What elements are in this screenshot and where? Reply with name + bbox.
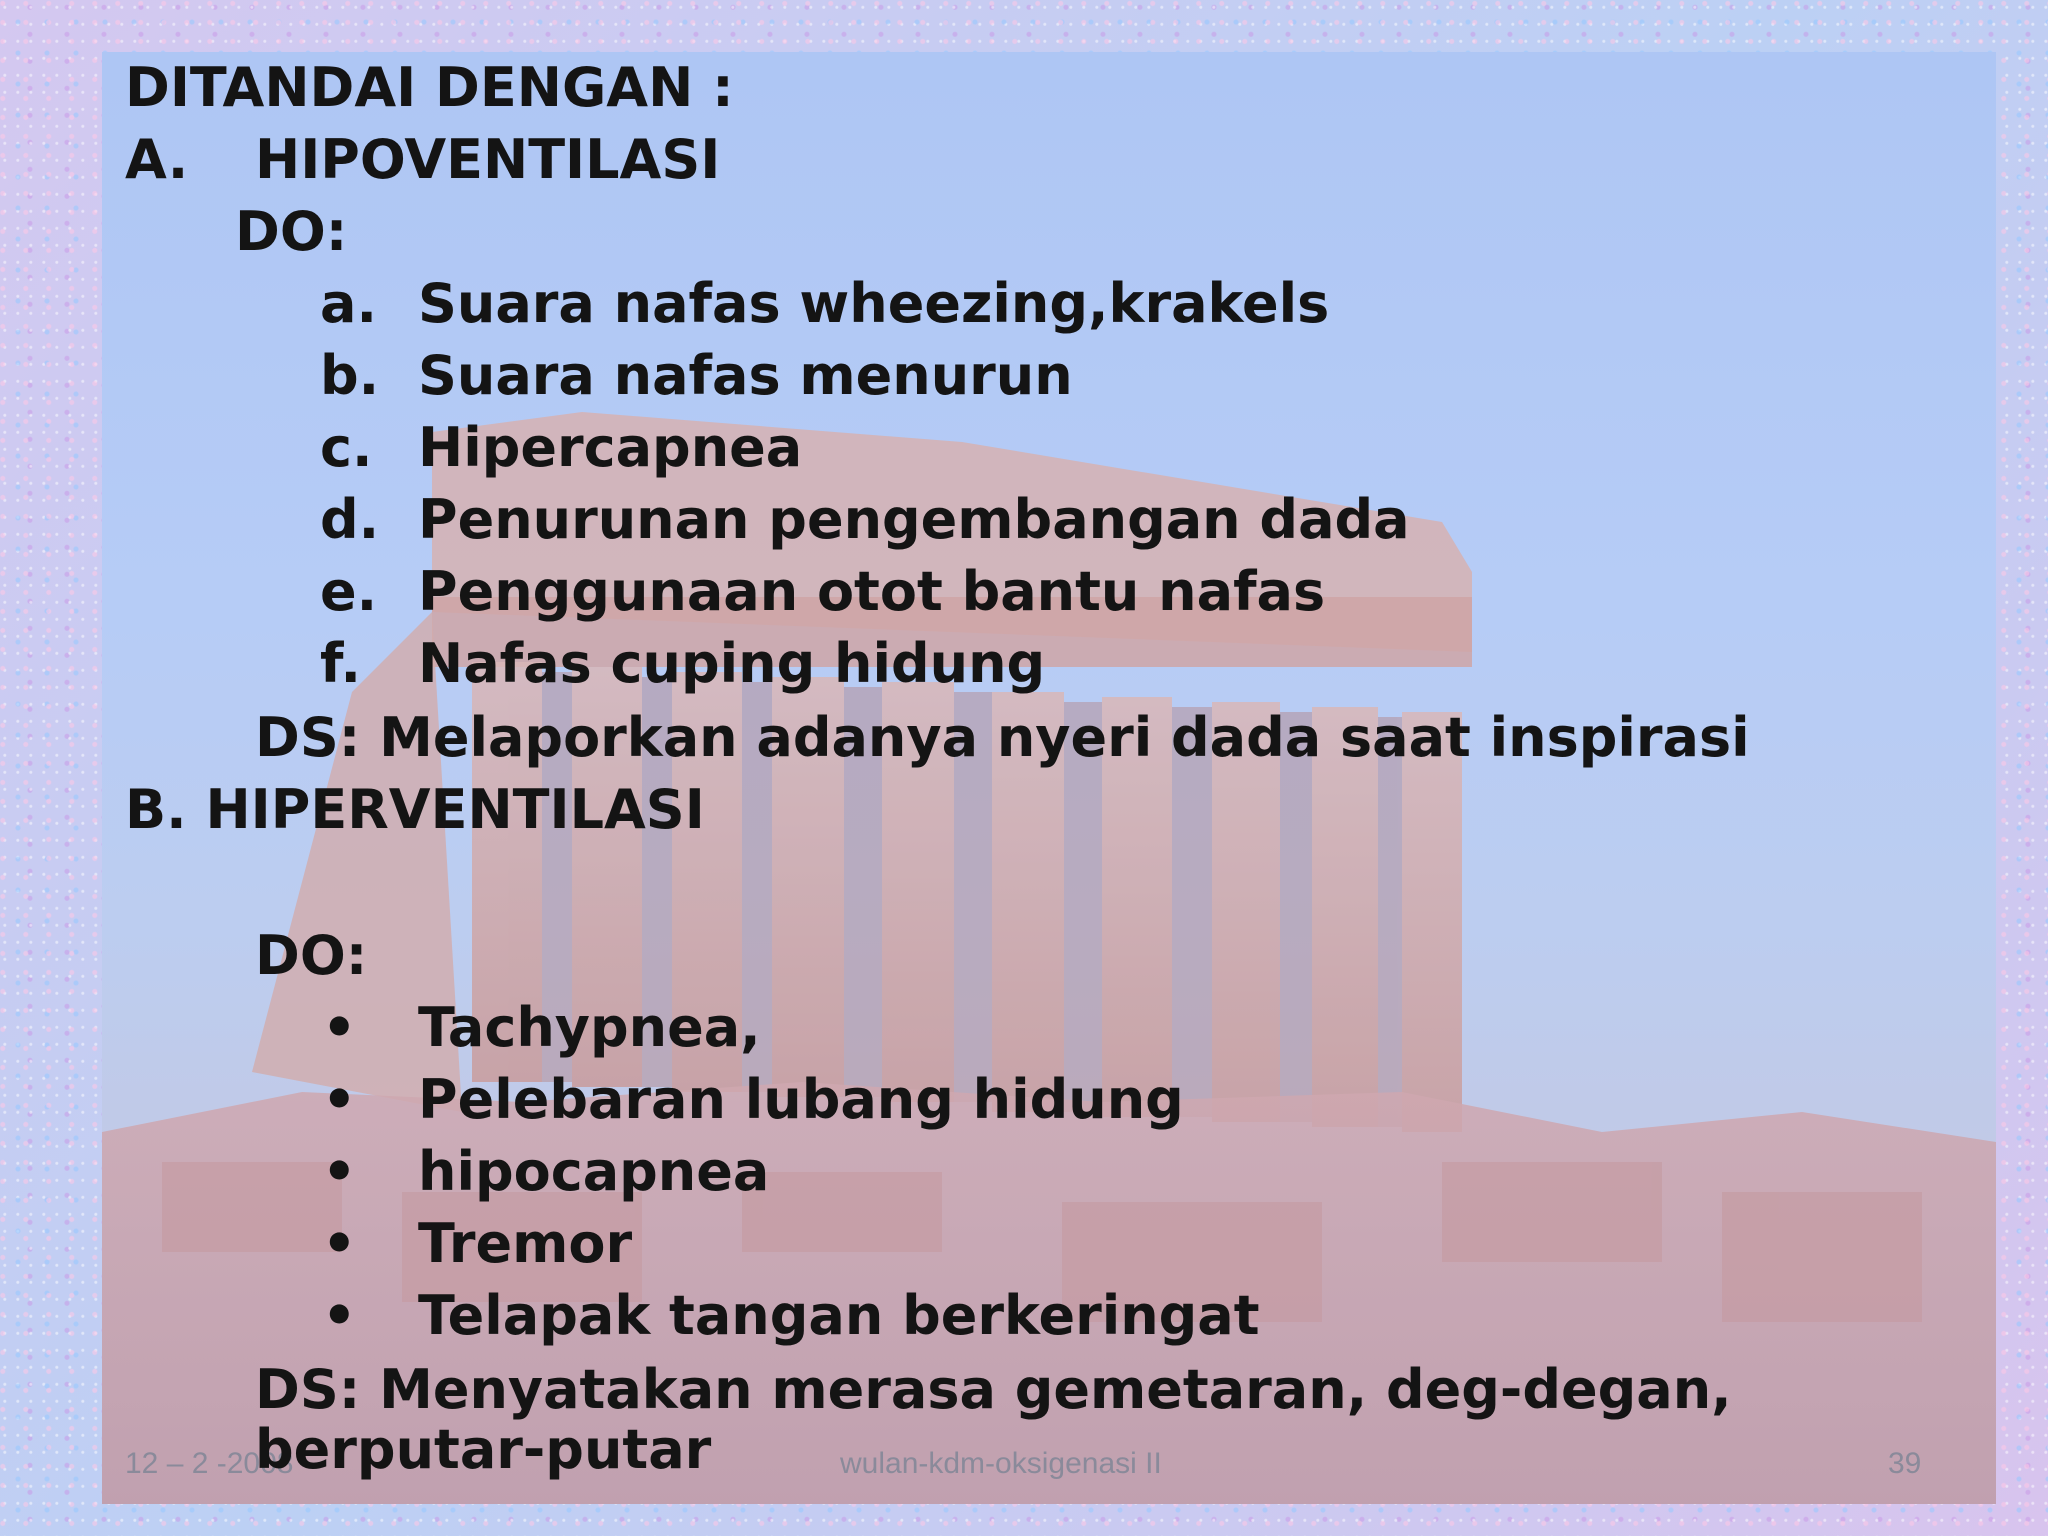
bullet-icon: • — [322, 1212, 357, 1275]
list-item-text: Suara nafas menurun — [418, 344, 1073, 407]
section-a-ds: DS: Melaporkan adanya nyeri dada saat inspirasi — [255, 706, 1750, 769]
section-a-header — [125, 124, 720, 196]
section-a-title: HIPOVENTILASI — [255, 128, 721, 191]
list-item-text: Tachypnea, — [418, 996, 761, 1059]
list-item — [320, 1136, 769, 1208]
list-item — [320, 412, 802, 484]
list-item — [320, 556, 1325, 628]
list-marker: d. — [320, 488, 380, 551]
section-b-title: B. HIPERVENTILASI — [125, 778, 705, 841]
list-item-text: Pelebaran lubang hidung — [418, 1068, 1184, 1131]
slide-heading: DITANDAI DENGAN : — [125, 56, 734, 119]
list-item-text: Penurunan pengembangan dada — [418, 488, 1410, 551]
list-item-text: Hipercapnea — [418, 416, 803, 479]
list-item — [320, 484, 1410, 556]
list-item-text: Nafas cuping hidung — [418, 632, 1046, 695]
list-item — [320, 1208, 632, 1280]
list-item — [320, 628, 1045, 700]
section-b-do-label: DO: — [255, 924, 368, 987]
list-marker: f. — [320, 632, 362, 695]
bullet-icon: • — [322, 996, 357, 1059]
list-item-text: Penggunaan otot bantu nafas — [418, 560, 1326, 623]
list-item-text: hipocapnea — [418, 1140, 770, 1203]
list-item — [320, 268, 1329, 340]
list-item — [320, 992, 761, 1064]
list-marker: e. — [320, 560, 378, 623]
section-b-ds-line1: DS: Menyatakan merasa gemetaran, deg-degan, — [255, 1358, 1732, 1421]
section-a-marker: A. — [125, 128, 189, 191]
list-marker: c. — [320, 416, 373, 479]
list-marker: a. — [320, 272, 377, 335]
list-item — [320, 340, 1073, 412]
list-item — [320, 1280, 1260, 1352]
footer-page-number: 39 — [1888, 1447, 1922, 1480]
bullet-icon: • — [322, 1068, 357, 1131]
footer-title: wulan-kdm-oksigenasi II — [840, 1447, 1162, 1480]
bullet-icon: • — [322, 1140, 357, 1203]
list-item-text: Telapak tangan berkeringat — [418, 1284, 1260, 1347]
footer-date: 12 – 2 -2008 — [125, 1447, 294, 1480]
bullet-icon: • — [322, 1284, 357, 1347]
list-item-text: Suara nafas wheezing,krakels — [418, 272, 1330, 335]
list-item-text: Tremor — [418, 1212, 633, 1275]
section-b-ds-line2: berputar-putar — [255, 1418, 712, 1481]
section-a-do-label: DO: — [235, 200, 348, 263]
list-item — [320, 1064, 1184, 1136]
list-marker: b. — [320, 344, 380, 407]
